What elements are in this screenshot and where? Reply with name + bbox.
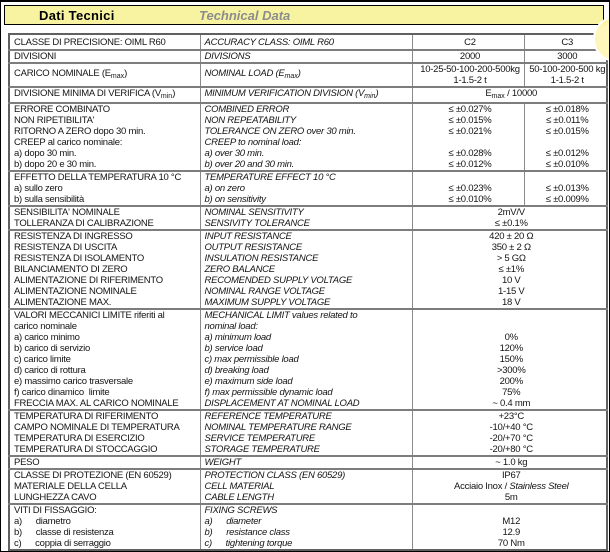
- spec-label-italian: BILANCIAMENTO DI ZERO: [9, 264, 200, 275]
- spec-value: 12.9: [502, 527, 520, 538]
- spec-value: 420 ± 20 Ω: [412, 230, 607, 242]
- spec-row: [9, 469, 607, 481]
- spec-row: [9, 159, 607, 171]
- spec-label-italian: VITI DI FISSAGGIO:: [9, 504, 200, 516]
- spec-value: [412, 504, 607, 516]
- spec-label-english: b) on sensitivity: [200, 194, 412, 206]
- spec-label-italian: b) sulla sensibilità: [9, 194, 200, 206]
- spec-label-italian: MATERIALE DELLA CELLA: [9, 481, 200, 492]
- spec-label-english: FIXING SCREWS: [200, 504, 412, 516]
- spec-value-c2: ≤ ±0.021%: [412, 126, 524, 137]
- spec-label-english: ACCURACY CLASS: OIML R60: [200, 34, 412, 50]
- spec-value-c2: [412, 137, 524, 148]
- spec-value: 5m: [504, 492, 518, 503]
- spec-value: 0%: [504, 332, 518, 343]
- spec-value-c3: 50-100-200-500 kg 1-1.5-2 t: [524, 63, 607, 87]
- spec-label-italian: ALIMENTAZIONE DI RIFERIMENTO: [9, 275, 200, 286]
- spec-label-italian: a) carico minimo: [9, 332, 200, 343]
- spec-row: [9, 504, 607, 516]
- spec-value: M12: [502, 516, 521, 527]
- spec-label-english: CREEP to nominal load:: [200, 137, 412, 148]
- spec-value: 150%: [499, 354, 523, 365]
- spec-value-c2: ≤ ±0.015%: [412, 115, 524, 126]
- spec-label-italian: RESISTENZA DI USCITA: [9, 242, 200, 253]
- spec-label-italian: c) coppia di serraggio: [9, 538, 200, 550]
- spec-label-english: a) over 30 min.: [200, 148, 412, 159]
- spec-label-italian: CAMPO NOMINALE DI TEMPERATURA: [9, 422, 200, 433]
- spec-label-italian: a) diametro: [9, 516, 200, 527]
- spec-row: [9, 398, 607, 410]
- spec-row: [9, 286, 607, 297]
- spec-label-english: INSULATION RESISTANCE: [200, 253, 412, 264]
- spec-value: ~ 0.4 mm: [492, 398, 531, 409]
- spec-value-c2: ≤ ±0.012%: [412, 159, 524, 171]
- spec-row: [9, 444, 607, 456]
- spec-value-c3: C3: [561, 36, 574, 48]
- spec-row: [9, 137, 607, 148]
- spec-value: ≤ ±0.1%: [494, 218, 528, 229]
- spec-row: [9, 422, 607, 433]
- spec-label-english: ZERO BALANCE: [200, 264, 412, 275]
- spec-row: [9, 516, 607, 527]
- spec-value-c3: ≤ ±0.013%: [545, 183, 589, 194]
- spec-row: [9, 87, 607, 103]
- spec-value: -20/+70 °C: [489, 433, 533, 444]
- spec-value: 10 V: [501, 275, 521, 286]
- spec-label-italian: b) classe di resistenza: [9, 527, 200, 538]
- spec-value: 1-15 V: [498, 286, 525, 297]
- spec-label-italian: CLASSE DI PROTEZIONE (EN 60529): [9, 469, 200, 481]
- spec-value: 350 ± 2 Ω: [491, 242, 531, 253]
- spec-label-english: DISPLACEMENT AT NOMINAL LOAD: [200, 398, 412, 410]
- spec-label-english: CABLE LENGTH: [200, 492, 412, 504]
- spec-label-italian: LUNGHEZZA CAVO: [9, 492, 200, 504]
- spec-label-italian: PESO: [9, 456, 200, 469]
- spec-row: [9, 264, 607, 275]
- spec-value-c2: 10-25-50-100-200-500kg 1-1.5-2 t: [412, 63, 524, 87]
- spec-row: [9, 527, 607, 538]
- spec-value-c3: [524, 171, 607, 183]
- spec-label-english: PROTECTION CLASS (EN 60529): [200, 469, 412, 481]
- spec-label-english: c) max permissible load: [200, 354, 412, 365]
- spec-row: [9, 63, 607, 87]
- spec-row: [9, 538, 607, 550]
- spec-row: [9, 218, 607, 230]
- spec-label-english: c) tightening torque: [200, 538, 412, 550]
- spec-row: [9, 183, 607, 194]
- spec-value: >300%: [496, 365, 526, 376]
- spec-row: [9, 253, 607, 264]
- spec-label-english: STORAGE TEMPERATURE: [200, 444, 412, 456]
- spec-value-c3: ≤ ±0.010%: [545, 159, 589, 170]
- spec-value-c2: [412, 171, 524, 183]
- spec-label-italian: CREEP al carico nominale:: [9, 137, 200, 148]
- spec-value: 200%: [499, 376, 523, 387]
- spec-table-body: [9, 34, 607, 550]
- spec-label-english: MINIMUM VERIFICATION DIVISION $(V_{min})$: [200, 87, 412, 103]
- spec-value-c2: ≤ ±0.010%: [412, 194, 524, 206]
- spec-label-english: NON REPEATABILITY: [200, 115, 412, 126]
- spec-value: 18 V: [501, 297, 521, 308]
- spec-value-c3: ≤ ±0.012%: [545, 148, 589, 159]
- spec-row: [9, 433, 607, 444]
- spec-label-english: a) diameter: [200, 516, 412, 527]
- spec-label-italian: ERRORE COMBINATO: [9, 103, 200, 115]
- spec-label-italian: TEMPERATURA DI RIFERIMENTO: [9, 410, 200, 422]
- spec-label-italian: a) sullo zero: [9, 183, 200, 194]
- spec-label-italian: NON RIPETIBILITA': [9, 115, 200, 126]
- spec-value: [412, 309, 607, 332]
- spec-label-english: b) service load: [200, 343, 412, 354]
- spec-label-italian: a) dopo 30 min.: [9, 148, 200, 159]
- spec-value-c2: 2000: [412, 50, 524, 63]
- spec-label-english: TOLERANCE ON ZERO over 30 min.: [200, 126, 412, 137]
- spec-value-c3: ≤ ±0.011%: [546, 115, 589, 126]
- spec-label-italian: TEMPERATURA DI STOCCAGGIO: [9, 444, 200, 456]
- spec-row: [9, 230, 607, 242]
- spec-row: [9, 206, 607, 218]
- spec-label-english: WEIGHT: [200, 456, 412, 469]
- spec-row: [9, 297, 607, 309]
- spec-label-italian: RESISTENZA DI INGRESSO: [9, 230, 200, 242]
- spec-value: > 5 GΩ: [496, 253, 526, 264]
- spec-value-c3: [524, 137, 607, 148]
- spec-row: [9, 332, 607, 343]
- spec-value: IP67: [412, 469, 607, 481]
- spec-label-english: REFERENCE TEMPERATURE: [200, 410, 412, 422]
- spec-value-c3: 3000: [524, 50, 607, 63]
- spec-value: 120%: [499, 343, 523, 354]
- spec-label-english: DIVISIONS: [200, 50, 412, 63]
- spec-value: Acciaio Inox / Stainless Steel: [454, 481, 569, 492]
- spec-label-english: SENSIVITY TOLERANCE: [200, 218, 412, 230]
- spec-label-italian: ALIMENTAZIONE NOMINALE: [9, 286, 200, 297]
- spec-value-c2: ≤ ±0.028%: [412, 148, 524, 159]
- spec-row: [9, 481, 607, 492]
- spec-label-english: d) breaking load: [200, 365, 412, 376]
- spec-row: [9, 410, 607, 422]
- spec-value-c2: ≤ ±0.027%: [412, 103, 524, 115]
- spec-label-italian: EFFETTO DELLA TEMPERATURA 10 °C: [9, 171, 200, 183]
- spec-label-english: INPUT RESISTANCE: [200, 230, 412, 242]
- spec-value-c3: ≤ ±0.018%: [524, 103, 607, 115]
- spec-label-italian: SENSIBILITA' NOMINALE: [9, 206, 200, 218]
- spec-label-italian: DIVISIONE MINIMA DI VERIFICA $(V_{min})$: [9, 87, 200, 103]
- spec-label-italian: DIVISIONI: [9, 50, 200, 63]
- spec-value: 2mV/V: [412, 206, 607, 218]
- spec-label-italian: d) carico di rottura: [9, 365, 200, 376]
- spec-row: [9, 275, 607, 286]
- spec-row: [9, 343, 607, 354]
- spec-value: 75%: [502, 387, 521, 398]
- spec-value-c3: ≤ ±0.015%: [545, 126, 589, 137]
- spec-value: $E_{max} / 10000$: [412, 87, 607, 103]
- spec-label-english: NOMINAL RANGE VOLTAGE: [200, 286, 412, 297]
- spec-value-c2: ≤ ±0.023%: [412, 183, 524, 194]
- spec-label-english: OUTPUT RESISTANCE: [200, 242, 412, 253]
- spec-label-italian: b) dopo 20 e 30 min.: [9, 159, 200, 171]
- spec-label-italian: FRECCIA MAX. AL CARICO NOMINALE: [9, 398, 200, 410]
- spec-row: [9, 34, 607, 50]
- spec-label-italian: b) carico di servizio: [9, 343, 200, 354]
- spec-row: [9, 171, 607, 183]
- spec-row: [9, 309, 607, 332]
- spec-label-english: a) on zero: [200, 183, 412, 194]
- spec-label-italian: RITORNO A ZERO dopo 30 min.: [9, 126, 200, 137]
- spec-label-italian: TOLLERANZA DI CALIBRAZIONE: [9, 218, 200, 230]
- spec-label-italian: TEMPERATURA DI ESERCIZIO: [9, 433, 200, 444]
- spec-value: 70 Nm: [497, 538, 525, 549]
- spec-label-english: COMBINED ERROR: [200, 103, 412, 115]
- spec-label-italian: ALIMENTAZIONE MAX.: [9, 297, 200, 309]
- spec-row: [9, 376, 607, 387]
- spec-label-english: NOMINAL SENSITIVITY: [200, 206, 412, 218]
- spec-value-c3: ≤ ±0.009%: [545, 194, 589, 205]
- spec-row: [9, 148, 607, 159]
- spec-row: [9, 126, 607, 137]
- spec-label-italian: f) carico dinamico limite: [9, 387, 200, 398]
- spec-label-english: e) maximum side load: [200, 376, 412, 387]
- spec-label-english: b) resistance class: [200, 527, 412, 538]
- page-title-italian: Dati Tecnici: [39, 8, 115, 23]
- spec-label-english: f) max permissible dynamic load: [200, 387, 412, 398]
- page-title-english: Technical Data: [199, 8, 291, 23]
- spec-row: [9, 492, 607, 504]
- spec-label-italian: CLASSE DI PRECISIONE: OIML R60: [9, 34, 200, 50]
- spec-row: [9, 103, 607, 115]
- spec-label-english: SERVICE TEMPERATURE: [200, 433, 412, 444]
- spec-label-italian: e) massimo carico trasversale: [9, 376, 200, 387]
- spec-label-english: MECHANICAL LIMIT values related to nominal load:: [200, 309, 412, 332]
- spec-table: [8, 33, 608, 551]
- spec-row: [9, 115, 607, 126]
- spec-label-italian: RESISTENZA DI ISOLAMENTO: [9, 253, 200, 264]
- spec-value: -10/+40 °C: [489, 422, 533, 433]
- spec-value: +23°C: [412, 410, 607, 422]
- spec-row: [9, 242, 607, 253]
- spec-value: ~ 1.0 kg: [412, 456, 607, 469]
- spec-row: [9, 194, 607, 206]
- spec-label-english: NOMINAL TEMPERATURE RANGE: [200, 422, 412, 433]
- header-bar: [4, 5, 604, 25]
- spec-label-english: b) over 20 and 30 min.: [200, 159, 412, 171]
- spec-label-italian: VALORI MECCANICI LIMITE riferiti al carico nominale: [9, 309, 200, 332]
- spec-row: [9, 387, 607, 398]
- spec-value-c2: C2: [412, 34, 524, 50]
- spec-label-italian: c) carico limite: [9, 354, 200, 365]
- spec-label-english: TEMPERATURE EFFECT 10 °C: [200, 171, 412, 183]
- spec-value: -20/+80 °C: [489, 444, 533, 455]
- spec-row: [9, 365, 607, 376]
- spec-label-english: a) minimum load: [200, 332, 412, 343]
- spec-label-english: NOMINAL LOAD $(E_{max})$: [200, 63, 412, 87]
- spec-label-italian: CARICO NOMINALE $(E_{max})$: [9, 63, 200, 87]
- spec-value: ≤ ±1%: [498, 264, 525, 275]
- spec-row: [9, 456, 607, 469]
- spec-row: [9, 50, 607, 63]
- spec-label-english: CELL MATERIAL: [200, 481, 412, 492]
- spec-label-english: RECOMENDED SUPPLY VOLTAGE: [200, 275, 412, 286]
- spec-row: [9, 354, 607, 365]
- spec-label-english: MAXIMUM SUPPLY VOLTAGE: [200, 297, 412, 309]
